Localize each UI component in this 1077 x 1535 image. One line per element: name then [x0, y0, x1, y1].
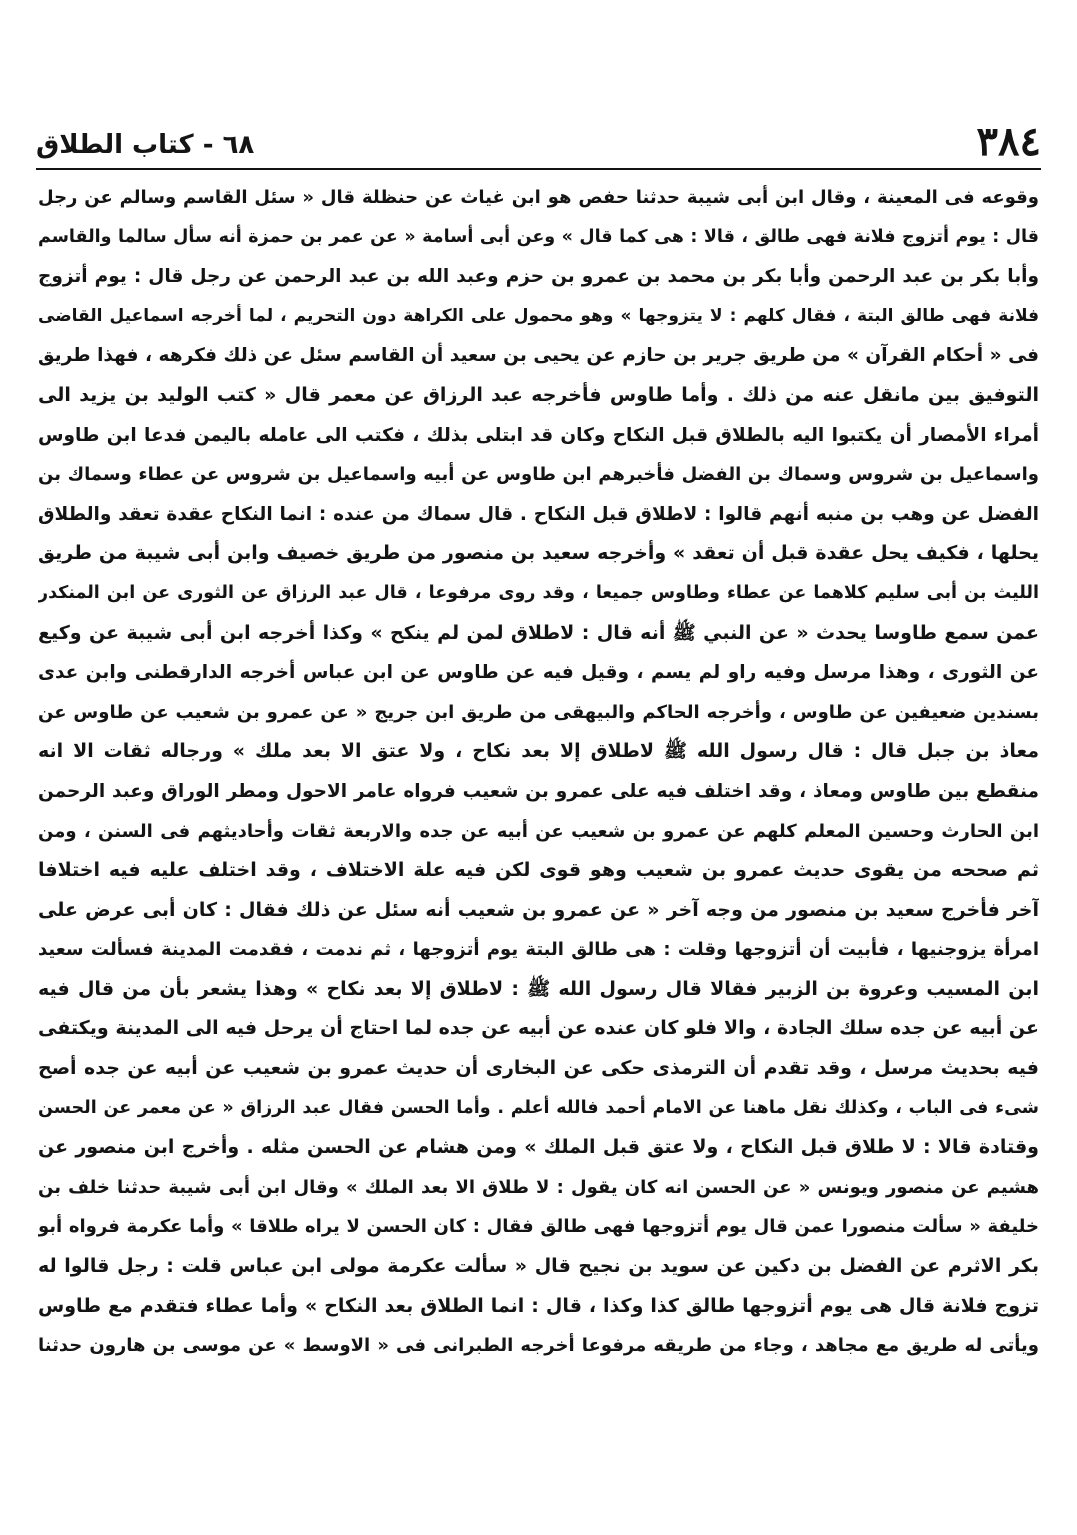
- running-title: ٦٨ - كتاب الطلاق: [36, 130, 255, 160]
- text-line: آخر فأخرج سعيد بن منصور من وجه آخر « عن عمرو بن شعيب أنه سئل عن ذلك فقال : كان أبى عرض على: [38, 898, 1039, 921]
- text-line: وقوعه فى المعينة ، وقال ابن أبى شيبة حدثنا حفص هو ابن غياث عن حنظلة قال « سئل القاسم وسالم عن رجل: [38, 187, 1039, 208]
- text-line: هشيم عن منصور ويونس « عن الحسن انه كان يقول : لا طلاق الا بعد الملك » وقال ابن أبى شيبة حدثنا خلف بن: [38, 1176, 1039, 1198]
- header-divider: [36, 168, 1041, 170]
- text-line: فلانة فهى طالق البتة ، فقال كلهم : لا يتزوجها » وهو محمول على الكراهة دون التحريم ، لما أخرجه اسماعيل القاضى: [38, 305, 1039, 326]
- text-line: عمن سمع طاوسا يحدث « عن النبي ﷺ أنه قال : لاطلاق لمن لم ينكح » وكذا أخرجه ابن أبى شيبة عن وكيع: [38, 621, 1039, 644]
- text-line: التوفيق بين مانقل عنه من ذلك . وأما طاوس فأخرجه عبد الرزاق عن معمر قال « كتب الوليد بن يزيد الى: [38, 383, 1039, 406]
- text-line: امرأة يزوجنيها ، فأبيت أن أتزوجها وقلت : هى طالق البتة يوم أتزوجها ، ثم ندمت ، فقدمت المدينة فسألت سعيد: [38, 939, 1039, 961]
- text-line: وقتادة قالا : لا طلاق قبل النكاح ، ولا عتق قبل الملك » ومن هشام عن الحسن مثله . وأخرج ابن منصور عن: [38, 1136, 1039, 1159]
- text-line: أمراء الأمصار أن يكتبوا اليه بالطلاق قبل النكاح وكان قد ابتلى بذلك ، فكتب الى عامله باليمن فدعا ابن طاوس: [38, 424, 1039, 446]
- text-line: عن أبيه عن جده سلك الجادة ، والا فلو كان عنده عن أبيه عن جده لما احتاج أن يرحل فيه الى المدينة ويكتفى: [38, 1017, 1039, 1040]
- text-line: ابن المسيب وعروة بن الزبير فقالا قال رسول الله ﷺ : لاطلاق إلا بعد نكاح » وهذا يشعر بأن من قال فيه: [38, 977, 1039, 1000]
- text-line: بسندين ضعيفين عن طاوس ، وأخرجه الحاكم والبيهقى من طريق ابن جريج « عن عمرو بن شعيب عن طاوس عن: [38, 701, 1039, 723]
- body-text: [38, 178, 1039, 1405]
- page-header: [36, 104, 1041, 166]
- text-line: الليث بن أبى سليم كلاهما عن عطاء وطاوس جميعا ، وقد روى مرفوعا ، قال عبد الرزاق عن الثورى عن ابن المنكدر: [38, 582, 1039, 603]
- text-line: ثم صححه من يقوى حديث عمرو بن شعيب وهو قوى لكن فيه علة الاختلاف ، وقد اختلف عليه فيه اختلافا: [38, 859, 1039, 882]
- text-line: منقطع بين طاوس ومعاذ ، وقد اختلف فيه على عمرو بن شعيب فرواه عامر الاحول ومطر الوراق وعبد الرحمن: [38, 780, 1039, 802]
- text-line: عن الثورى ، وهذا مرسل وفيه راو لم يسم ، وقيل فيه عن طاوس عن ابن عباس أخرجه الدارقطنى وابن عدى: [38, 662, 1039, 684]
- text-line: فيه بحديث مرسل ، وقد تقدم أن الترمذى حكى عن البخارى أن حديث عمرو بن شعيب عن أبيه عن جده أصح: [38, 1057, 1039, 1080]
- text-line: بكر الاثرم عن الفضل بن دكين عن سويد بن نجيح قال « سألت عكرمة مولى ابن عباس قلت : رجل قالوا له: [38, 1255, 1039, 1278]
- text-line: [38, 1366, 1039, 1406]
- text-line: وأبا بكر بن عبد الرحمن وأبا بكر بن محمد بن عمرو بن حزم وعبد الله بن عبد الرحمن عن رجل قال : يوم أتزوج: [38, 266, 1039, 288]
- text-line: معاذ بن جبل قال : قال رسول الله ﷺ لاطلاق إلا بعد نكاح ، ولا عتق الا بعد ملك » ورجاله ثقات الا انه: [38, 740, 1039, 763]
- text-line: واسماعيل بن شروس وسماك بن الفضل فأخبرهم ابن طاوس عن أبيه واسماعيل بن شروس عن عطاء وسماك بن: [38, 464, 1039, 486]
- text-line: الفضل عن وهب بن منبه أنهم قالوا : لاطلاق قبل النكاح . قال سماك من عنده : انما النكاح عقدة تعقد والطلاق: [38, 503, 1039, 525]
- text-line: خليفة « سألت منصورا عمن قال يوم أتزوجها فهى طالق فقال : كان الحسن لا يراه طلاقا » وأما عكرمة فرواه أبو: [38, 1216, 1039, 1238]
- text-line: يحلها ، فكيف يحل عقدة قبل أن تعقد » وأخرجه سعيد بن منصور من طريق خصيف وابن أبى شيبة من طريق: [38, 542, 1039, 565]
- text-line: تزوج فلانة قال هى يوم أتزوجها طالق كذا وكذا ، قال : انما الطلاق بعد النكاح » وأما عطاء فتقدم مع طاوس: [38, 1294, 1039, 1317]
- page-number: ٣٨٤: [976, 118, 1041, 165]
- text-line: ابن الحارث وحسين المعلم كلهم عن عمرو بن شعيب عن أبيه عن جده والاربعة ثقات وأحاديثهم فى السنن ، ومن: [38, 820, 1039, 842]
- text-line: ويأتى له طريق مع مجاهد ، وجاء من طريقه مرفوعا أخرجه الطبرانى فى « الاوسط » عن موسى بن هارون حدثنا: [38, 1335, 1039, 1357]
- text-line: فى « أحكام القرآن » من طريق جرير بن حازم عن يحيى بن سعيد أن القاسم سئل عن ذلك فكرهه ، فهذا طريق: [38, 345, 1039, 367]
- text-line: قال : يوم أتزوج فلانة فهى طالق ، قالا : هى كما قال » وعن أبى أسامة « عن عمر بن حمزة أنه سأل سالما والقاسم: [38, 226, 1039, 247]
- text-line: شىء فى الباب ، وكذلك نقل ماهنا عن الامام أحمد فالله أعلم . وأما الحسن فقال عبد الرزاق « عن معمر عن الحسن: [38, 1097, 1039, 1118]
